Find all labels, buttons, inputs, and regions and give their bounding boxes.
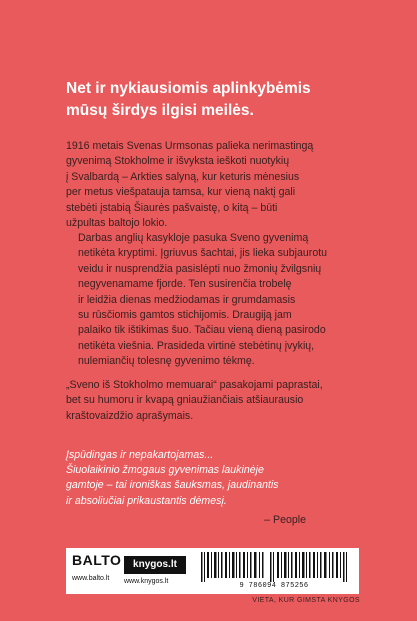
blurb-line: į Svalbardą – Arkties salyną, kur keturis mėnesius	[66, 170, 300, 183]
knygos-logo: knygos.lt	[124, 556, 186, 574]
back-cover-tagline	[66, 78, 366, 122]
blurb-line: su rūsčiomis gamtos stichijomis. Draugiją jam	[78, 309, 292, 322]
blurb-line: „Sveno iš Stokholmo memuarai“ pasakojami paprastai,	[66, 379, 323, 391]
blurb-paragraph-1	[66, 139, 366, 231]
barcode-panel	[66, 548, 359, 594]
blurb-paragraph-3	[66, 378, 366, 424]
blurb-line: stebėti įstabią Šiaurės pašvaistę, o kitą – būti	[66, 201, 278, 214]
blurb-line: Darbas anglių kasykloje pasuka Sveno gyvenimą	[78, 232, 309, 244]
quote-line: Šiuolaikinio žmogaus gyvenimas laukinėje	[66, 464, 264, 477]
quote-line: ir absoliučiai prikaustantis dėmesį.	[66, 494, 227, 507]
quote-line: Įspūdingas ir nepakartojamas...	[66, 449, 214, 461]
blurb-line: nulemiančių tolesnę gyvenimo tėkmę.	[78, 355, 255, 368]
blurb-line: ir leidžia dienas medžiodamas ir grumdamasis	[78, 293, 296, 306]
isbn-number: 9 786094 875256	[239, 582, 309, 590]
knygos-url: www.knygos.lt	[124, 578, 169, 585]
quote-line: gamtoje – tai ironiškas šauksmas, jaudinantis	[66, 479, 279, 492]
barcode-icon	[199, 552, 349, 582]
quote-source: – People	[264, 514, 306, 526]
blurb-line: palaiko tik ištikimas šuo. Tačiau vieną dieną pasirodo	[78, 324, 326, 337]
balto-logo: BALTO	[72, 552, 122, 568]
blurb-line: gyvenimą Stokholme ir išvyksta ieškoti nuotykių	[66, 155, 290, 168]
blurb-paragraph-2	[66, 231, 366, 370]
publisher-slogan: VIETA, KUR GIMSTA KNYGOS	[252, 597, 360, 604]
blurb-line: 1916 metais Svenas Urmsonas palieka nerimastingą	[66, 140, 314, 152]
tagline-line: Net ir nykiausiomis aplinkybėmis	[66, 80, 311, 97]
blurb-line: negyvenamame fjorde. Ten susirenčia trobelę	[78, 278, 292, 291]
blurb-line: veidu ir nusprendžia pasislėpti nuo žmonių žvilgsnių	[78, 262, 322, 275]
review-quote	[66, 448, 366, 509]
blurb-line: netikėta viešnia. Prasideda virtinė stebėtinų įvykių,	[78, 339, 315, 352]
blurb-line: netikėta kryptimi. Įgriuvus šachtai, jis lieka subjaurotu	[78, 247, 328, 260]
balto-url: www.balto.lt	[72, 575, 110, 582]
blurb-line: užpultas baltojo lokio.	[66, 217, 168, 230]
blurb-line: per metus viešpatauja tamsa, kur vieną naktį gali	[66, 186, 296, 199]
blurb-line: kraštovaizdžio aprašymais.	[66, 409, 194, 422]
blurb-line: bet su humoru ir kvapą gniaužiančiais atšiaurausio	[66, 394, 304, 407]
tagline-line: mūsų širdys ilgisi meilės.	[66, 102, 254, 119]
